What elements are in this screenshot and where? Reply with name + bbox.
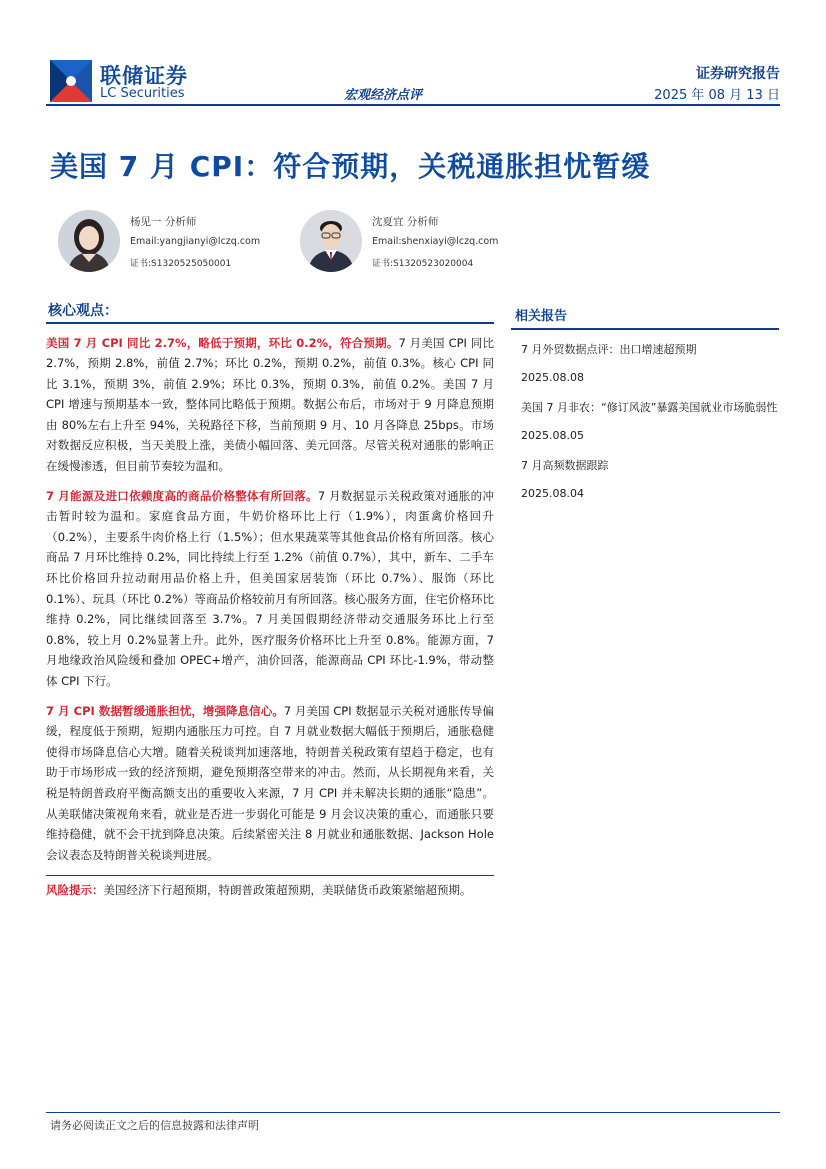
related-report-item[interactable] xyxy=(511,456,779,504)
paragraph-text: 7 月数据显示关税政策对通胀的冲击暂时较为温和。家庭食品方面，牛奶价格环比上行（1.9%），肉蛋禽价格回升（0.2%），主要系牛肉价格上行（1.5%）；但水果蔬菜等其他食品价格有所回落。核心商品 7 月环比维持 0.2%，同比持续上行至 1.2%（前值 0.7%），其中，新车、二手车环比价格回升拉动耐用品价格上升，但美国家居装饰（环比 0.7%）、服饰（环比 0.1%）、玩具（环比 0.2%）等商品价格较前月有所回落。核心服务方面，住宅价格环比维持 0.2%，同比继续回落至 3.7%。7 月美国假期经济带动交通服务环比上行至 0.8%，较上月 0.2%显著上升。此外，医疗服务价格环比上升至 0.8%。能源方面，7 月地缘政治风险缓和叠加 OPEC+增产，油价回落，能源商品 CPI 环比-1.9%，带动整体 CPI 下行。 xyxy=(46,488,494,688)
logo-chinese-name: 联储证券 xyxy=(100,64,188,88)
report-title: 美国 7 月 CPI：符合预期，关税通胀担忧暂缓 xyxy=(50,150,651,183)
core-paragraph xyxy=(46,701,494,866)
paragraph-lead: 7 月能源及进口依赖度高的商品价格整体有所回落。 xyxy=(46,488,318,503)
related-report-date: 2025.08.05 xyxy=(521,428,584,442)
related-report-item[interactable] xyxy=(511,398,779,446)
male-analyst-portrait-icon xyxy=(300,210,362,272)
analyst-email: Email:yangjianyi@lczq.com xyxy=(130,236,261,247)
analyst-certificate: 证书:S1320523020004 xyxy=(372,259,474,269)
analyst-email: Email:shenxiayi@lczq.com xyxy=(372,236,499,247)
paragraph-text: 7 月美国 CPI 同比 2.7%，预期 2.8%，前值 2.7%；环比 0.2%，预期 0.2%，前值 0.3%。核心 CPI 同比 3.1%，预期 3%，前值 2.9%；环比 0.3%，预期 0.3%，前值 0.2%。美国 7 月 CPI 增速与预期基本一致，整体同比略低于预期。数据公布后，市场对于 9 月降息预期由 80%左右上升至 94%，关税路径下移，当前预期 9 月、10 月各降息 25bps。市场对数据反应积极，当天美股上涨，美债小幅回落、美元回落。尽管关税对通胀的影响正在缓慢渗透，但目前节奏较为温和。 xyxy=(46,335,495,474)
analyst-name: 沈夏宜 分析师 xyxy=(372,216,439,228)
avatar xyxy=(58,210,120,272)
related-report-date: 2025.08.08 xyxy=(521,370,584,384)
report-date: 2025 年 08 月 13 日 xyxy=(654,88,780,103)
related-reports-title: 相关报告 xyxy=(515,309,568,324)
logo-english-name: LC Securities xyxy=(100,86,185,101)
related-report-item[interactable] xyxy=(511,340,779,388)
core-views-section xyxy=(46,300,494,910)
header-divider xyxy=(46,104,780,106)
analyst-certificate: 证书:S1320525050001 xyxy=(130,259,232,269)
paragraph-lead: 美国 7 月 CPI 同比 2.7%，略低于预期，环比 0.2%，符合预期。 xyxy=(46,335,399,350)
disclaimer-footer: 请务必阅读正文之后的信息披露和法律声明 xyxy=(50,1119,259,1132)
related-report-title[interactable]: 7 月高频数据跟踪 xyxy=(521,458,609,472)
core-views-title: 核心观点： xyxy=(48,303,118,319)
paragraph-text: 7 月美国 CPI 数据显示关税对通胀传导偏缓，程度低于预期，短期内通胀压力可控。自 7 月就业数据大幅低于预期后，通胀稳健使得市场降息信心大增。随着关税谈判加速落地，特朗普关税政策有望趋于稳定，也有助于市场形成一致的经济预期，避免预期落空带来的冲击。然而，从长期视角来看，关税是特朗普政府平衡高额支出的重要收入来源，7 月 CPI 并未解决长期的通胀“隐患”。从美联储决策视角来看，就业是否进一步弱化可能是 9 月会议决策的重心，而通胀只要维持稳健，就不会干扰到降息决策。后续紧密关注 8 月就业和通胀数据、Jackson Hole 会议表态及特朗普关税谈判进展。 xyxy=(46,703,494,862)
paragraph-lead: 7 月 CPI 数据暂缓通胀担忧，增强降息信心。 xyxy=(46,703,284,718)
risk-lead: 风险提示： xyxy=(46,883,104,898)
report-type: 证券研究报告 xyxy=(696,66,780,82)
report-category: 宏观经济点评 xyxy=(344,88,423,103)
lc-securities-logo-mark-icon xyxy=(50,60,92,102)
company-logo xyxy=(50,60,190,104)
related-report-title[interactable]: 7 月外贸数据点评：出口增速超预期 xyxy=(521,342,697,356)
core-paragraph xyxy=(46,486,494,692)
risk-text: 美国经济下行超预期，特朗普政策超预期，美联储货币政策紧缩超预期。 xyxy=(103,883,472,898)
risk-warning xyxy=(46,875,494,901)
footer-divider xyxy=(46,1112,780,1113)
related-reports-sidebar xyxy=(511,306,779,514)
avatar xyxy=(300,210,362,272)
related-report-title[interactable]: 美国 7 月非农：“修订风波”暴露美国就业市场脆弱性 xyxy=(521,400,778,414)
analyst-name: 杨见一 分析师 xyxy=(130,216,197,228)
related-report-date: 2025.08.04 xyxy=(521,486,584,500)
section-divider xyxy=(46,322,494,324)
core-paragraph xyxy=(46,333,494,477)
sidebar-divider xyxy=(511,328,779,330)
female-analyst-portrait-icon xyxy=(58,210,120,272)
